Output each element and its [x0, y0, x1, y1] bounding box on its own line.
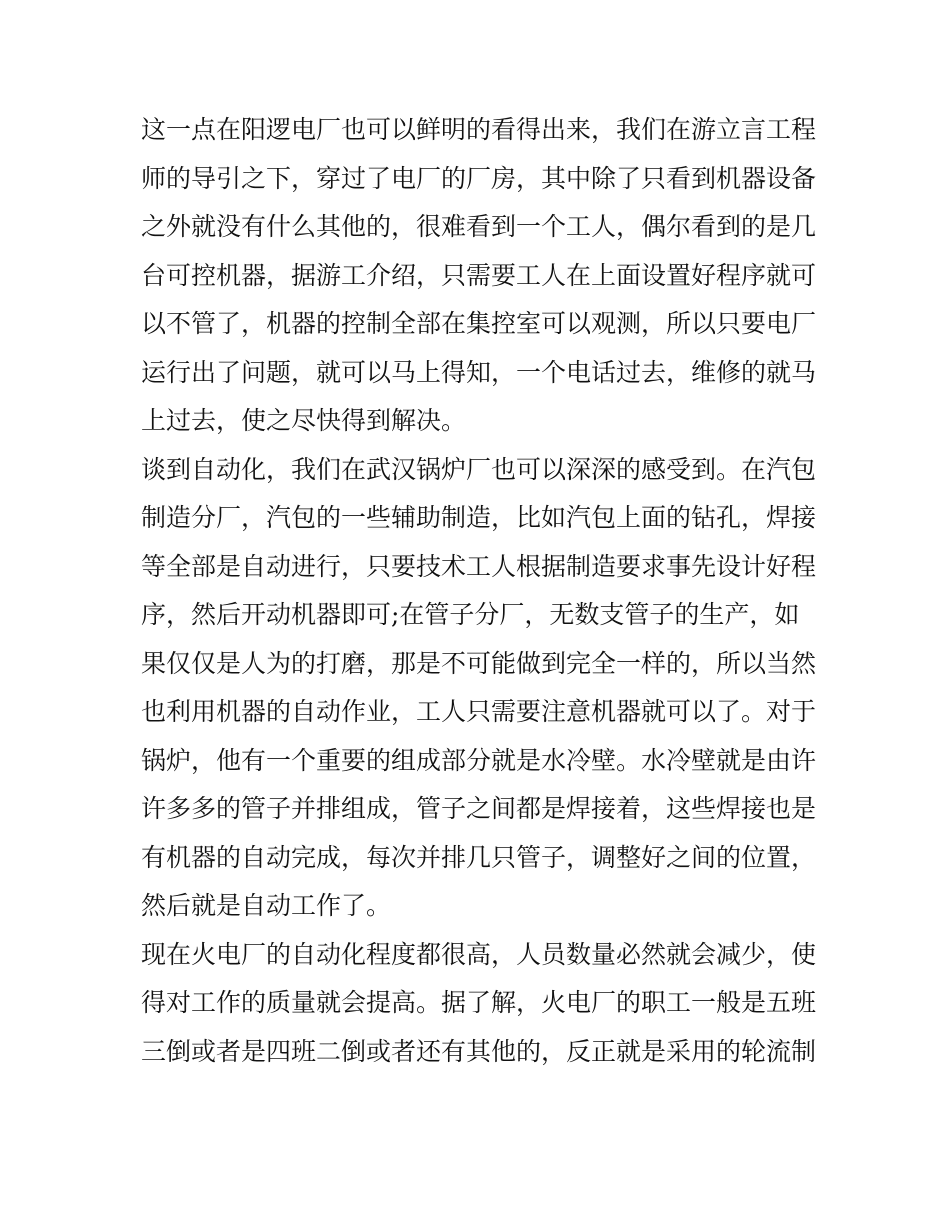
text-line: 制造分厂，汽包的一些辅助制造，比如汽包上面的钻孔，焊接: [141, 503, 817, 532]
text-line: 许多多的管子并排组成，管子之间都是焊接着，这些焊接也是: [141, 794, 817, 823]
text-line: 这一点在阳逻电厂也可以鲜明的看得出来，我们在游立言工程: [141, 115, 817, 144]
text-line: 三倒或者是四班二倒或者还有其他的，反正就是采用的轮流制: [141, 1036, 817, 1066]
paragraph-wuhan-boiler-factory: [141, 446, 821, 931]
text-line: 师的导引之下，穿过了电厂的厂房，其中除了只看到机器设备: [141, 163, 817, 193]
text-line: 有机器的自动完成，每次并排几只管子，调整好之间的位置，: [141, 842, 817, 872]
text-line: 果仅仅是人为的打磨，那是不可能做到完全一样的，所以当然: [141, 648, 817, 678]
document-body: [141, 106, 821, 1076]
paragraph-thermal-plant-staffing: [141, 931, 821, 1077]
text-line: 得对工作的质量就会提高。据了解，火电厂的职工一般是五班: [141, 988, 817, 1017]
text-line: 然后就是自动工作了。: [141, 891, 392, 920]
text-line: 之外就没有什么其他的，很难看到一个工人，偶尔看到的是几: [141, 212, 817, 241]
text-line: 等全部是自动进行，只要技术工人根据制造要求事先设计好程: [141, 551, 817, 581]
paragraph-yangluo-power-plant: [141, 106, 821, 446]
text-line: 谈到自动化，我们在武汉锅炉厂也可以深深的感受到。在汽包: [141, 454, 817, 484]
text-line: 上过去，使之尽快得到解决。: [141, 406, 467, 435]
text-line: 现在火电厂的自动化程度都很高，人员数量必然就会减少，使: [141, 939, 817, 969]
text-line: 以不管了，机器的控制全部在集控室可以观测，所以只要电厂: [141, 309, 817, 338]
text-line: 运行出了问题，就可以马上得知，一个电话过去，维修的就马: [141, 357, 817, 387]
text-line: 序，然后开动机器即可;在管子分厂，无数支管子的生产，如: [141, 600, 800, 629]
text-line: 台可控机器，据游工介绍，只需要工人在上面设置好程序就可: [141, 260, 817, 290]
text-line: 也利用机器的自动作业，工人只需要注意机器就可以了。对于: [141, 697, 817, 726]
text-line: 锅炉，他有一个重要的组成部分就是水冷壁。水冷壁就是由许: [141, 745, 817, 775]
